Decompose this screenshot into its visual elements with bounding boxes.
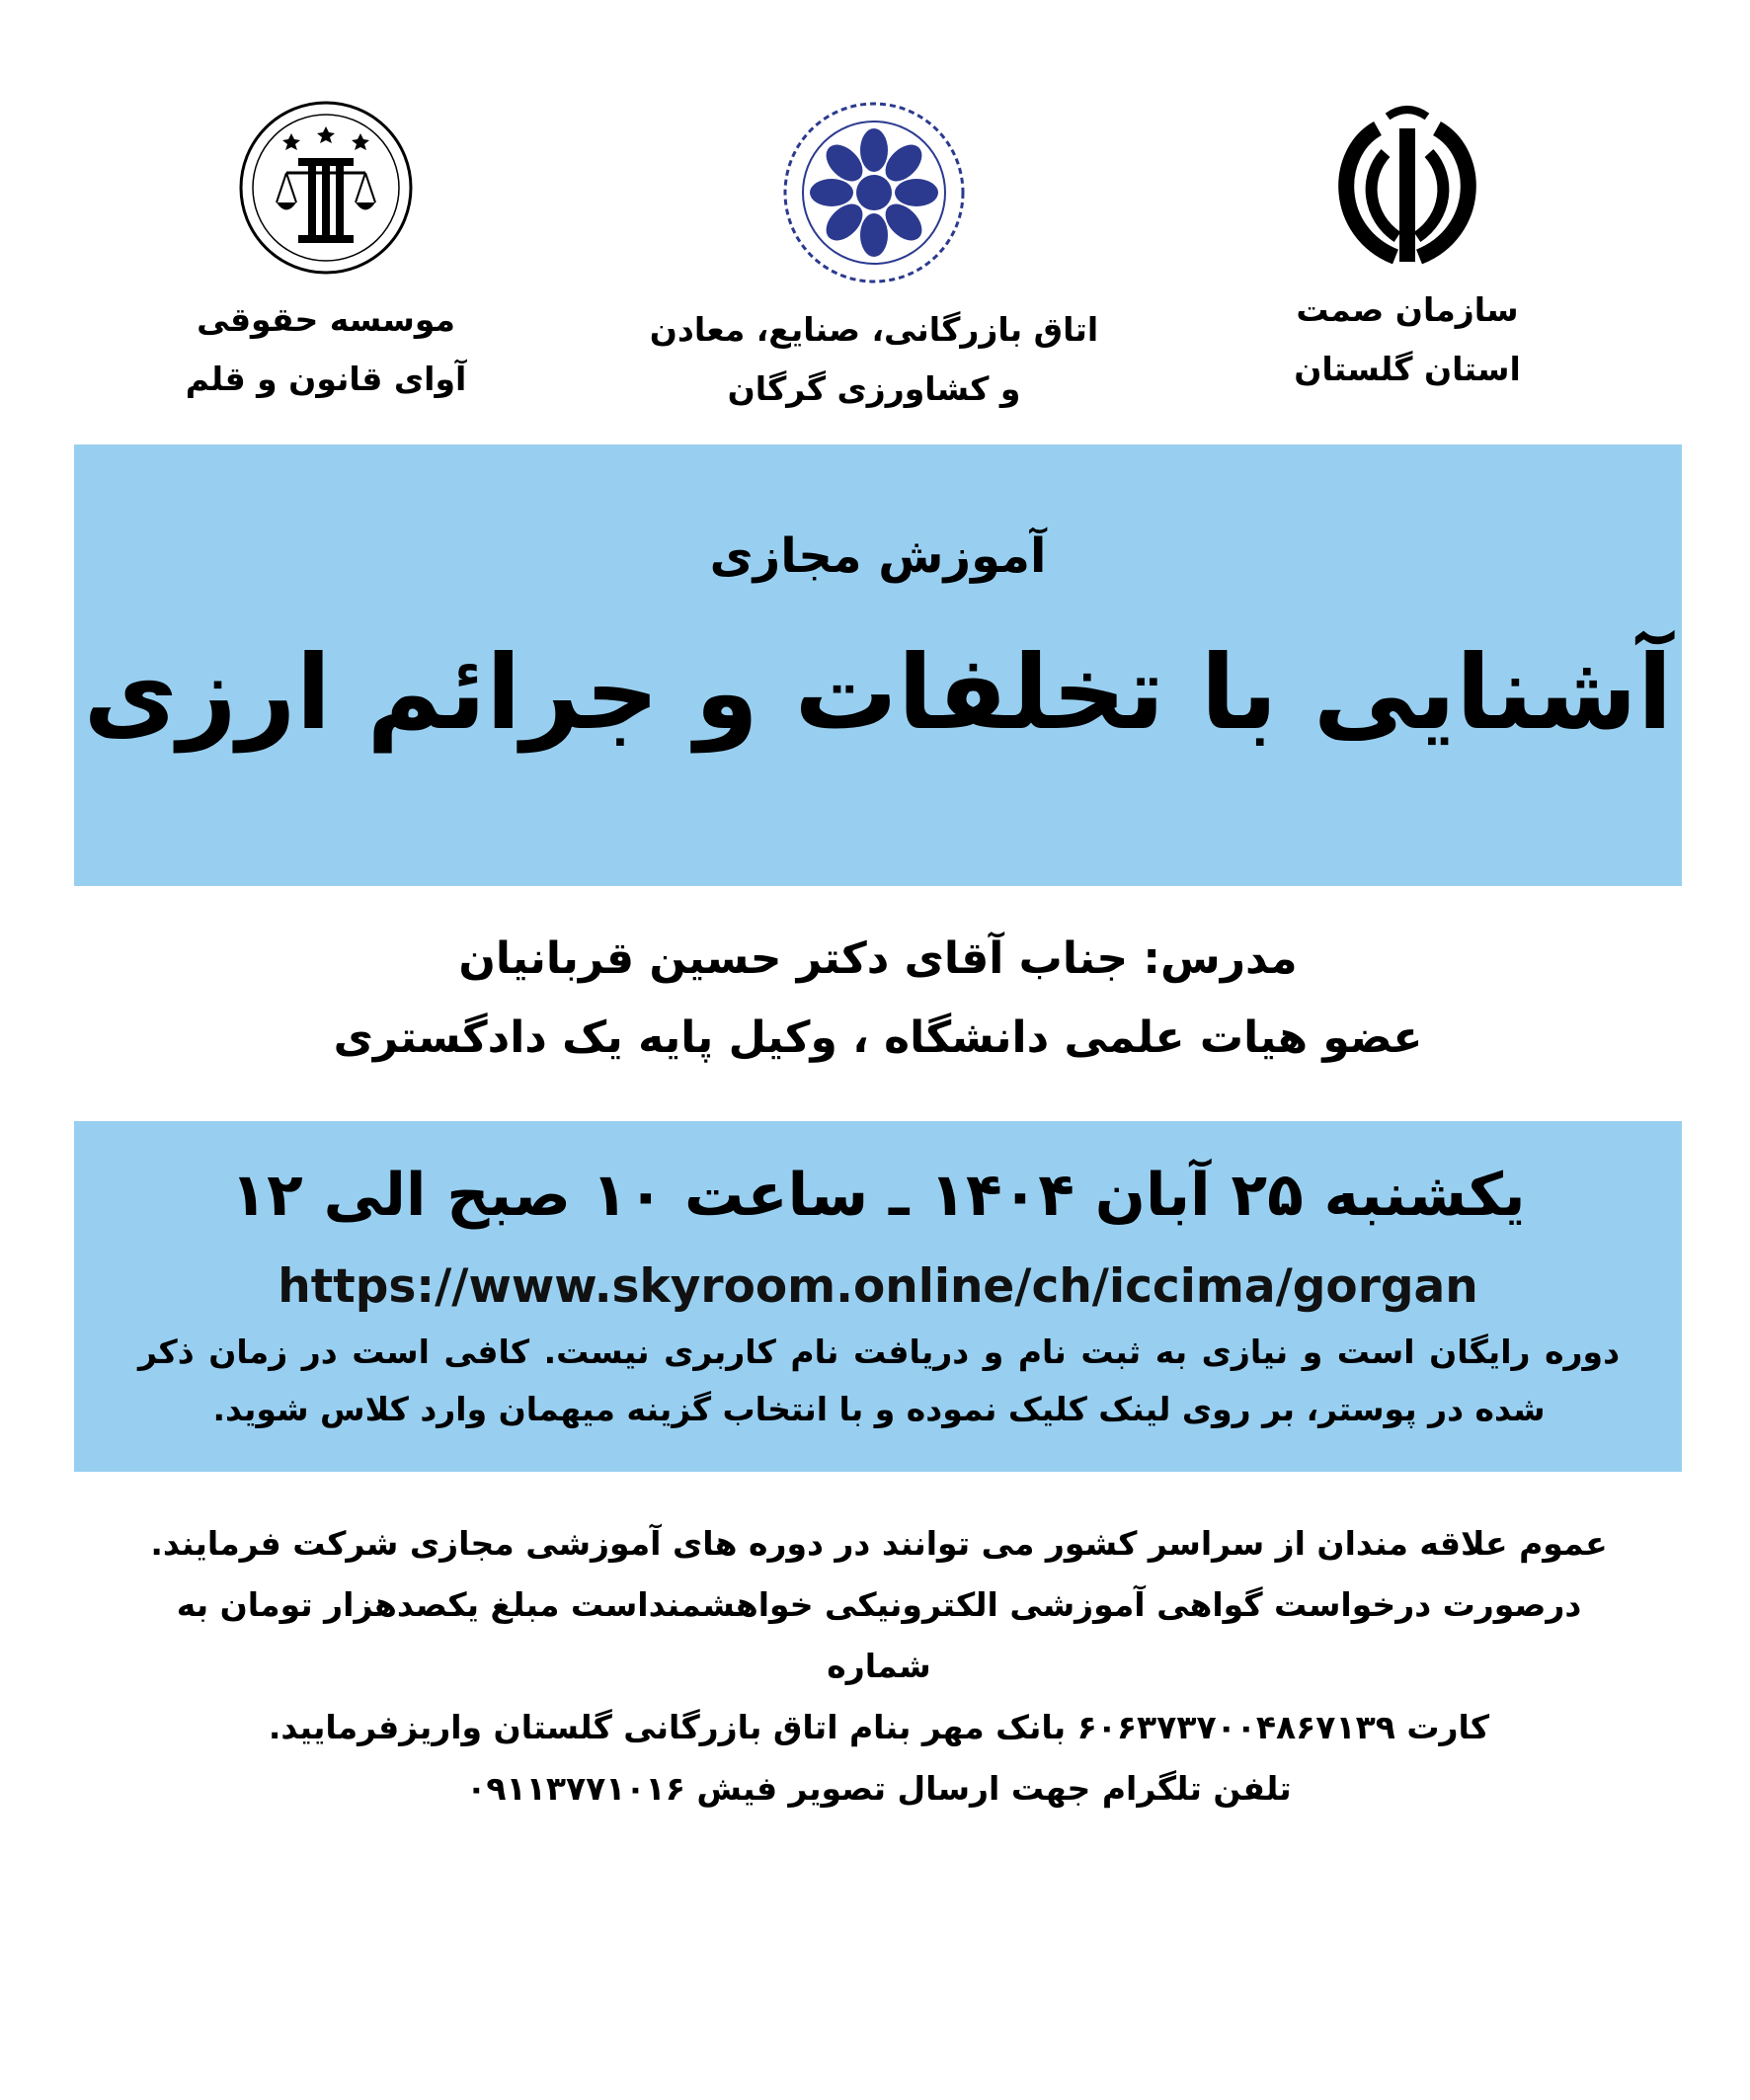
logo-middle-line2: و کشاورزی گرگان (727, 369, 1021, 408)
chamber-of-commerce-logo-icon (780, 99, 968, 286)
logo-block-middle (617, 99, 1131, 419)
logo-block-left (69, 99, 583, 409)
iran-emblem-icon (1318, 99, 1496, 267)
footer-info (128, 1513, 1630, 1819)
footer-line-3: کارت ۶۰۶۳۷۳۷۰۰۴۸۶۷۱۳۹ بانک مهر بنام اتاق بازرگانی گلستان واریزفرمایید. (268, 1708, 1490, 1746)
logo-right-line1: سازمان صمت (1296, 290, 1519, 329)
session-note: دوره رایگان است و نیازی به ثبت نام و دریافت نام کاربری نیست. کافی است در زمان ذکر شده در پوستر، بر روی لینک کلیک نموده و با انتخاب گزینه میهمان وارد کلاس شوید. (138, 1333, 1620, 1428)
logo-right-line2: استان گلستان (1294, 350, 1521, 388)
teacher-credentials: عضو هیات علمی دانشگاه ، وکیل پایه یک دادگستری (333, 1012, 1423, 1063)
course-subtitle: آموزش مجازی (709, 528, 1047, 584)
session-date: یکشنبه ۲۵ آبان ۱۴۰۴ ـ ساعت ۱۰ صبح الی ۱۲ (230, 1161, 1526, 1230)
footer-line-4: تلفن تلگرام جهت ارسال تصویر فیش ۰۹۱۱۳۷۷۱۰۱۶ (466, 1769, 1292, 1808)
footer-line-1: عموم علاقه مندان از سراسر کشور می توانند در دوره های آموزشی مجازی شرکت فرمایند. (150, 1524, 1608, 1563)
law-scales-logo-icon (237, 99, 415, 277)
course-title: آشنایی با تخلفات و جرائم ارزی (83, 632, 1673, 753)
logo-left-line1: موسسه حقوقی (197, 300, 455, 339)
logo-left-line2: آوای قانون و قلم (185, 360, 467, 398)
teacher-name: مدرس: جناب آقای دکتر حسین قربانیان (458, 933, 1298, 984)
footer-line-2: درصورت درخواست گواهی آموزشی الکترونیکی خواهشمنداست مبلغ یکصدهزار تومان به شماره (176, 1585, 1582, 1685)
session-link[interactable]: https://www.skyroom.online/ch/iccima/gorgan (278, 1259, 1478, 1314)
logo-block-right (1151, 99, 1664, 399)
logo-middle-line1: اتاق بازرگانی، صنایع، معادن (649, 310, 1099, 349)
